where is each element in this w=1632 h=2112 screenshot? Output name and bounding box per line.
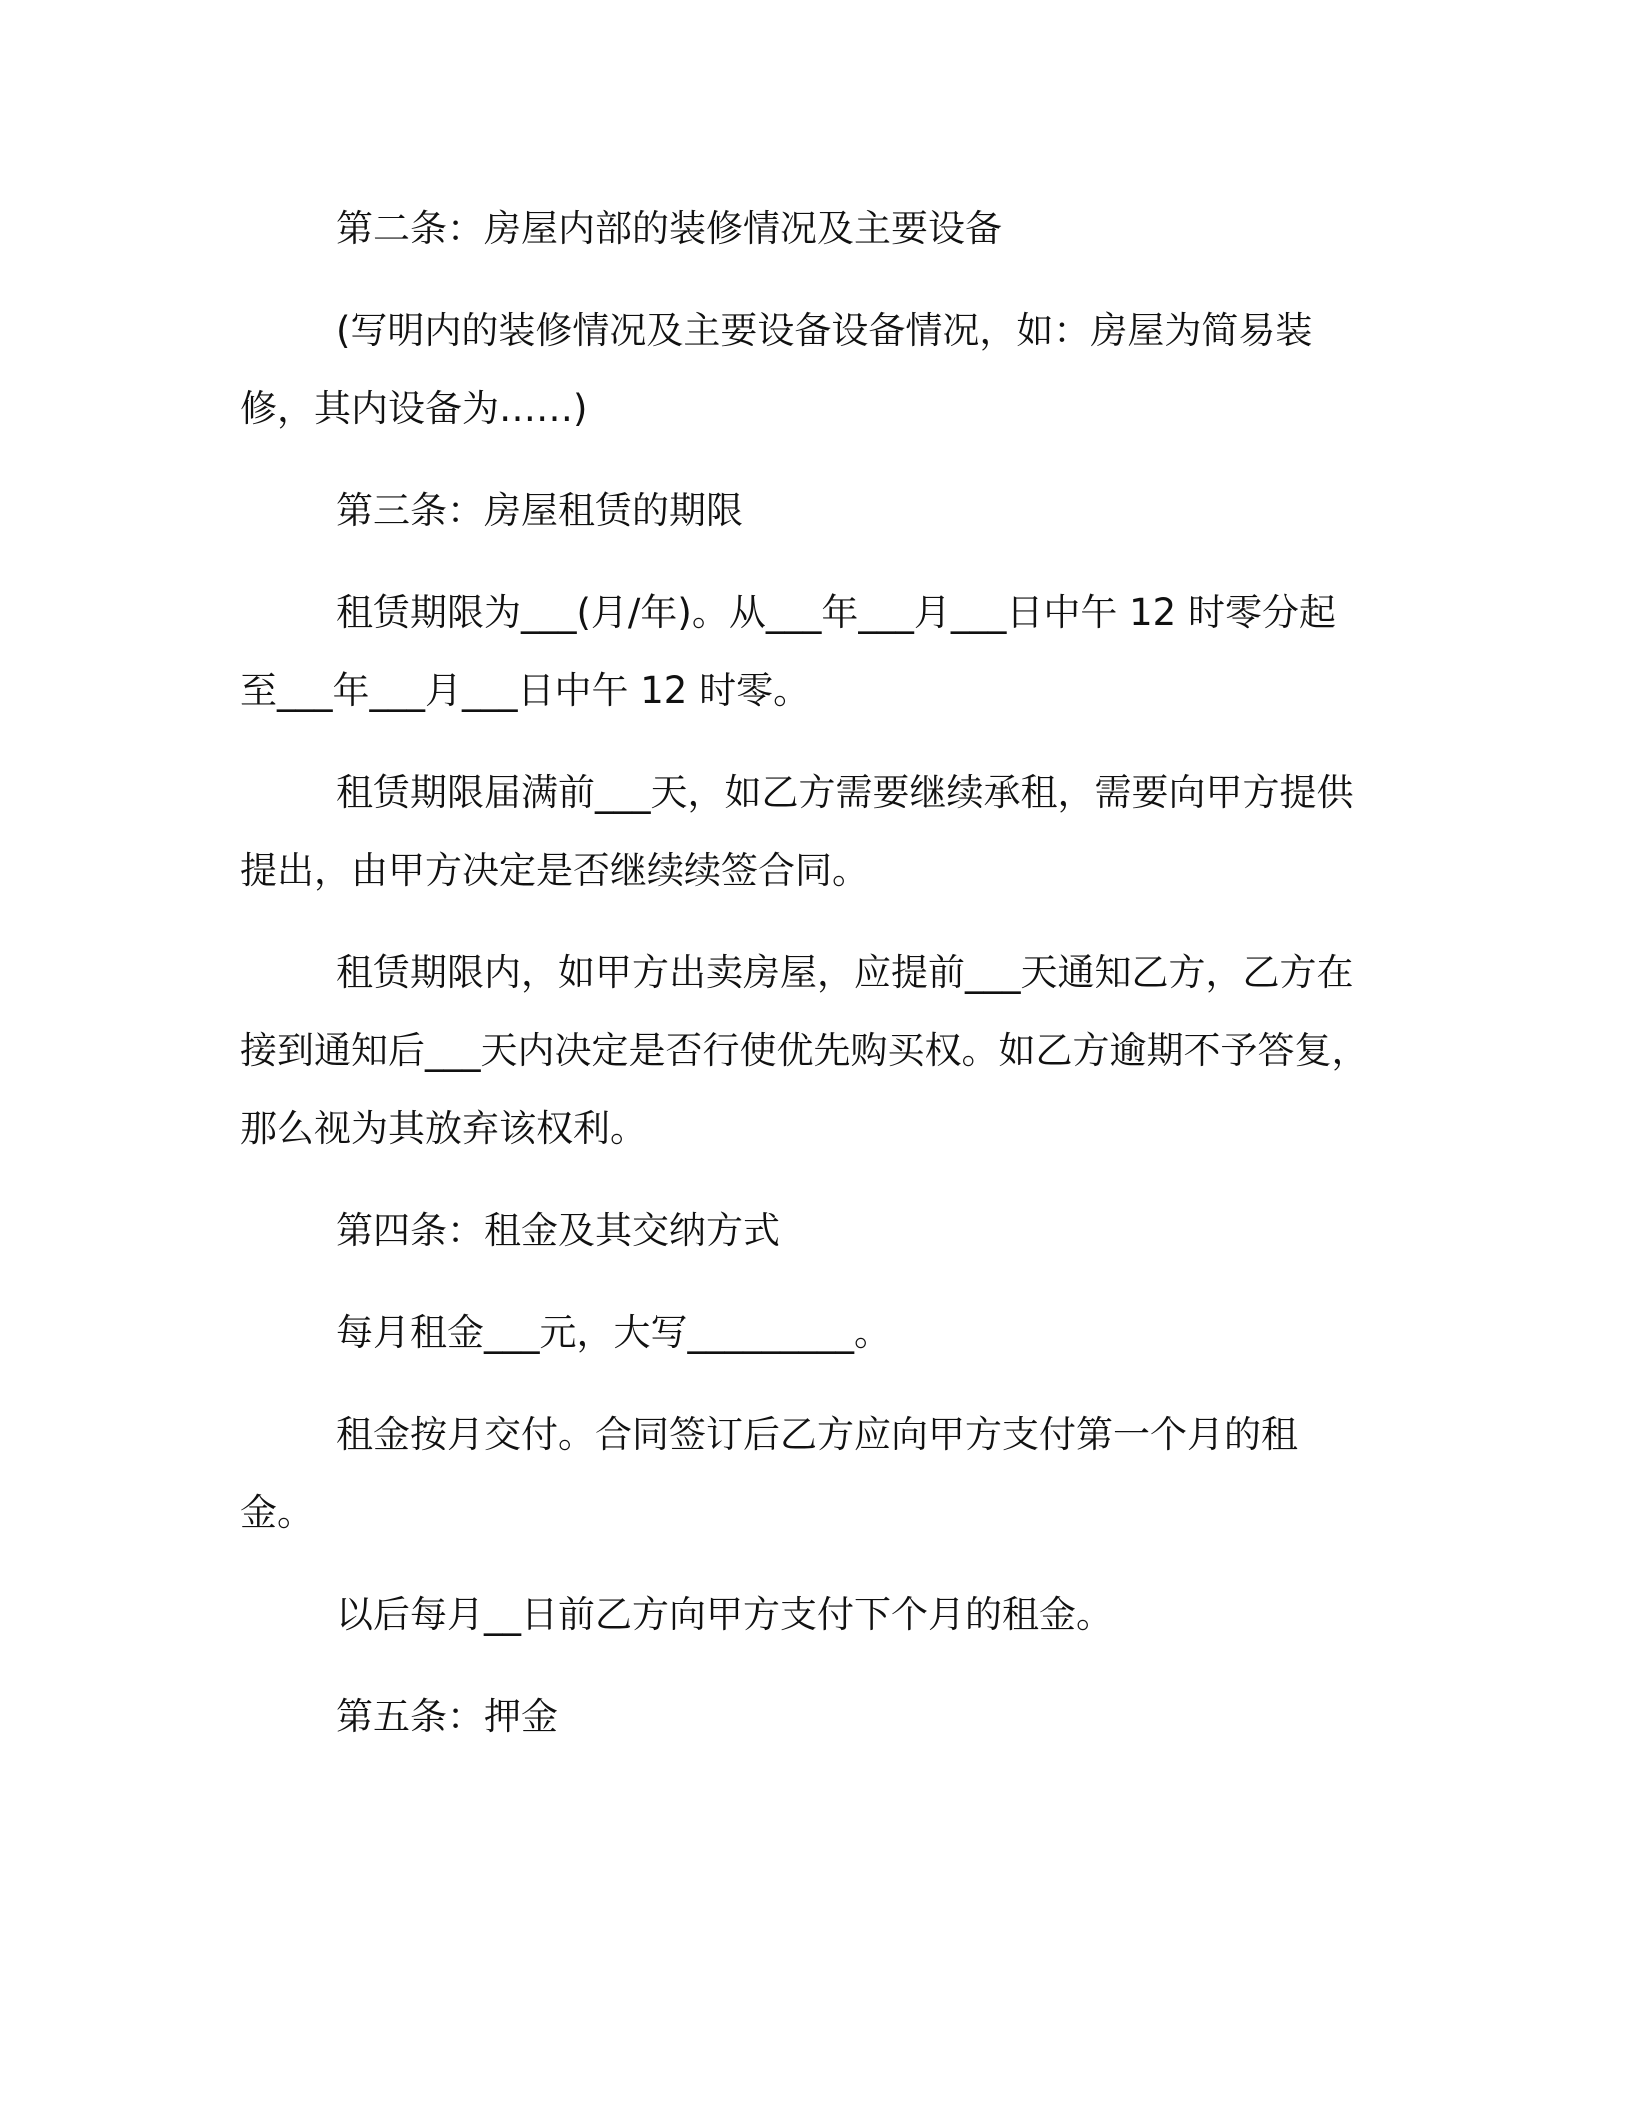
preemption-paragraph: 租赁期限内，如甲方出卖房屋，应提前___天通知乙方，乙方在接到通知后___天内决定是否行使优先购买权。如乙方逾期不予答复，那么视为其放弃该权利。 bbox=[240, 951, 1369, 1150]
renewal-paragraph: 租赁期限届满前___天，如乙方需要继续承租，需要向甲方提供提出，由甲方决定是否继续续签合同。 bbox=[240, 771, 1354, 892]
clause-5-heading: 第五条：押金 bbox=[336, 1695, 558, 1738]
clause-3-heading: 第三条：房屋租赁的期限 bbox=[336, 489, 743, 532]
clause-4-heading: 第四条：租金及其交纳方式 bbox=[336, 1209, 780, 1252]
monthly-rent-paragraph: 每月租金___元，大写_________。 bbox=[336, 1311, 891, 1354]
clause-2-note: (写明内的装修情况及主要设备设备情况，如：房屋为简易装修，其内设备为……) bbox=[240, 309, 1313, 430]
lease-term-paragraph: 租赁期限为___(月/年)。从___年___月___日中午 12 时零分起至___年___月___日中午 12 时零。 bbox=[240, 591, 1336, 712]
rent-schedule-paragraph: 以后每月__日前乙方向甲方支付下个月的租金。 bbox=[336, 1593, 1113, 1636]
rent-payment-paragraph: 租金按月交付。合同签订后乙方应向甲方支付第一个月的租金。 bbox=[240, 1413, 1298, 1534]
clause-2-heading: 第二条：房屋内部的装修情况及主要设备 bbox=[336, 207, 1002, 250]
document-body bbox=[240, 190, 1370, 1780]
